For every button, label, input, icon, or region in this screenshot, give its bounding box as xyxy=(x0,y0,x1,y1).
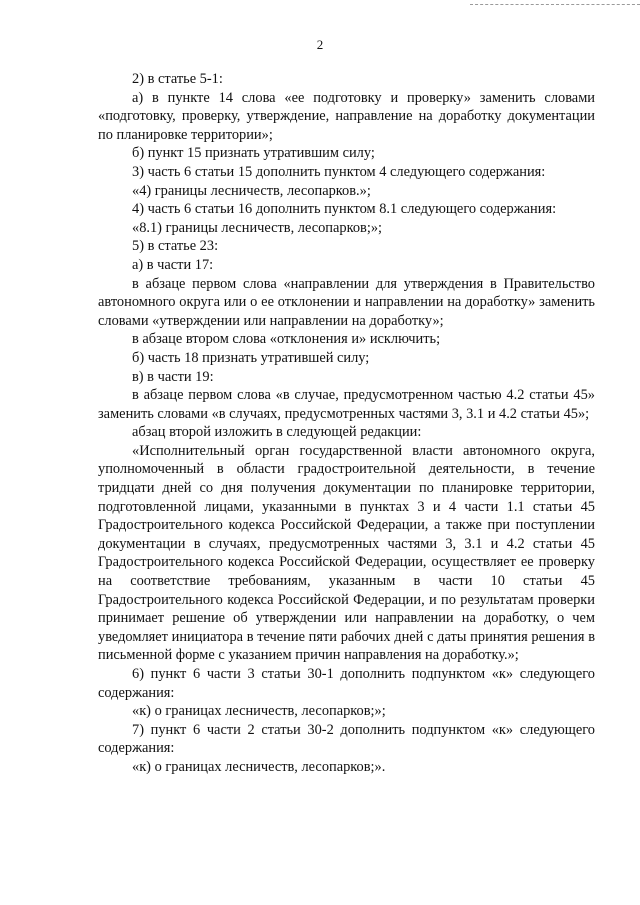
paragraph: б) пункт 15 признать утратившим силу; xyxy=(132,145,375,162)
paragraph: 3) часть 6 статьи 15 дополнить пунктом 4 следующего содержания: xyxy=(132,163,546,180)
paragraph: «4) границы лесничеств, лесопарков.»; xyxy=(132,182,371,199)
paragraph: 7) пункт 6 части 2 статьи 30-2 дополнить подпунктом «к» следующего содержания: xyxy=(98,721,595,757)
paragraph: 2) в статье 5-1: xyxy=(132,71,223,87)
paragraph: 6) пункт 6 части 3 статьи 30-1 дополнить подпунктом «к» следующего содержания: xyxy=(98,666,595,701)
page-number: 2 xyxy=(316,37,324,52)
paragraph: 5) в статье 23: xyxy=(132,238,219,255)
scan-edge-mark xyxy=(470,4,640,5)
paragraph: в абзаце первом слова «направлении для утверждения в Правительство автономного округа или о ее отклонении и направлении на доработку» заменить словами «утверждении или направлении на доработку»; xyxy=(98,275,595,329)
paragraph: «к) о границах лесничеств, лесопарков;». xyxy=(132,758,386,775)
paragraph: а) в пункте 14 слова «ее подготовку и проверку» заменить словами «подготовку, проверку, утверждение, направление на доработку документации по планировке территории»; xyxy=(98,89,595,143)
paragraph: «к) о границах лесничеств, лесопарков;»; xyxy=(132,703,386,720)
paragraph: в абзаце втором слова «отклонения и» исключить; xyxy=(132,331,441,348)
paragraph: «Исполнительный орган государственной власти автономного округа, уполномоченный в области градостроительной деятельности, в течение тридцати дней со дня получения документации по планировке территории, подготовленной лицами, указанными в пунктах 3 и 4 части 1.1 статьи 45 Градостроительного кодекса Российской Федерации, а также при поступлении документации в случаях, предусмотренных частями 3, 3.1 и 4.2 статьи 45 Градостроительного кодекса Российской Федерации, осуществляет ее проверку на соответствие требованиям, указанным в части 10 статьи 45 Градостроительного кодекса Российской Федерации, и по результатам проверки принимает решение об утверждении или направлении на доработку, о чем уведомляет инициатора в течение пяти рабочих дней с даты принятия решения в письменной форме с указанием причин направления на доработку.»; xyxy=(98,442,595,664)
paragraph: в абзаце первом слова «в случае, предусмотренном частью 4.2 статьи 45» заменить словами «в случаях, предусмотренных частями 3, 3.1 и 4.2 статьи 45»; xyxy=(98,387,595,422)
paragraph: б) часть 18 признать утратившей силу; xyxy=(132,349,370,366)
paragraph: а) в части 17: xyxy=(132,256,214,273)
paragraph: 4) часть 6 статьи 16 дополнить пунктом 8.1 следующего содержания: xyxy=(132,201,557,218)
paragraph: абзац второй изложить в следующей редакции: xyxy=(132,424,422,441)
paragraph: «8.1) границы лесничеств, лесопарков;»; xyxy=(132,219,383,236)
document-body xyxy=(98,70,595,777)
paragraph: в) в части 19: xyxy=(132,368,214,385)
